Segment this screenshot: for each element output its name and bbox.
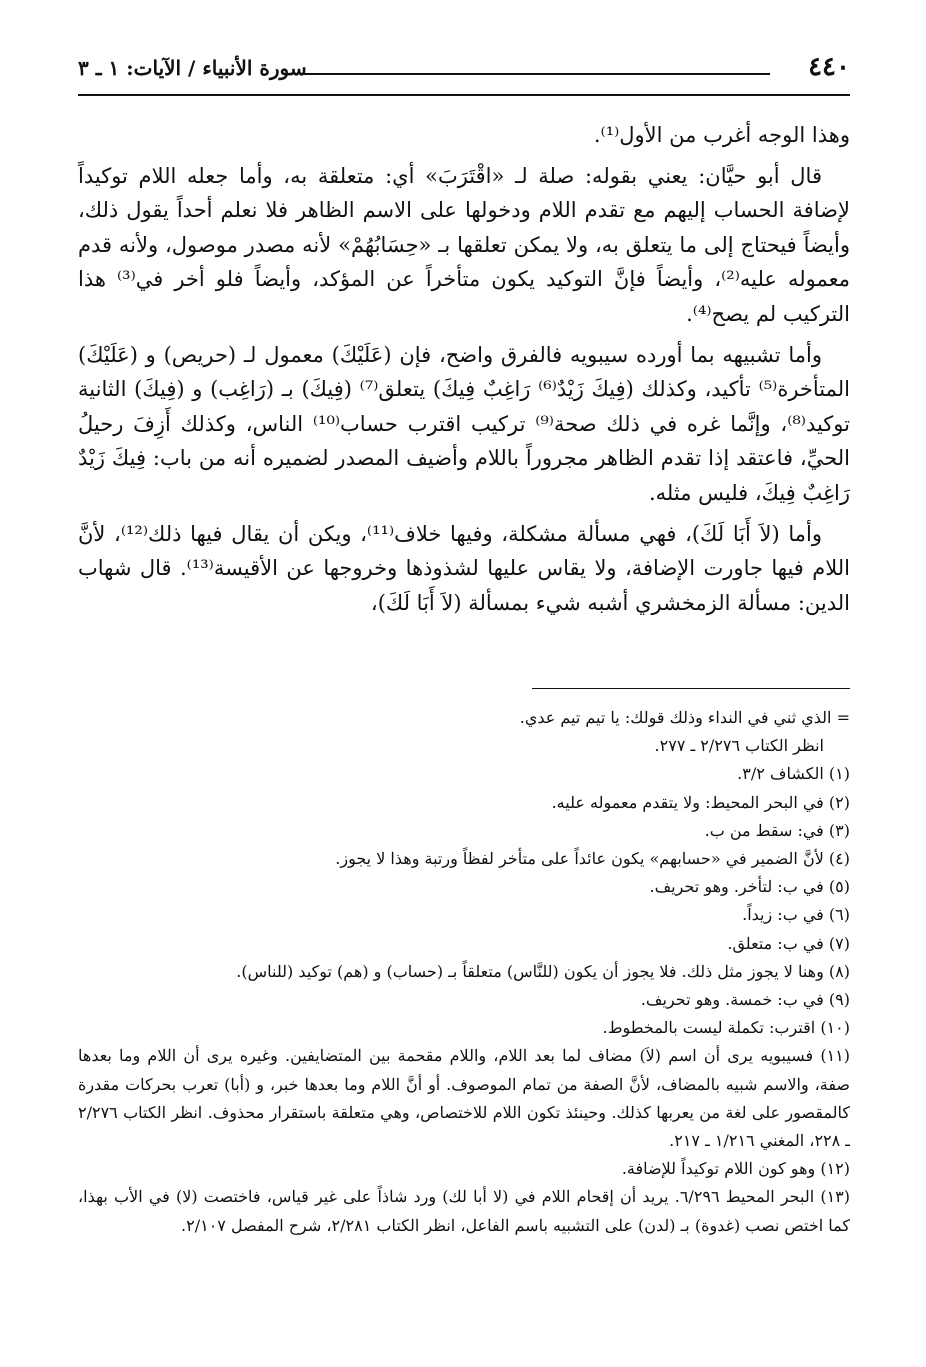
footnote: (١١) فسيبويه يرى أن اسم (لاَ) مضاف لما بعد اللام، واللام مقحمة بين المتضايفين. وغيره يرى أن اللام وما بعدها صفة، والاسم شبيه بالمضاف، لأنَّ الصفة من تمام الموصوف. أو أنَّ اللام وما بعدها خبر، و (أبا) تعرب بحركات مقدرة كالمقصور على لغة من يعربها كذلك. وحينئذ تكون اللام للاختصاص، وهي متعلقة باستقرار محذوف. انظر الكتاب ٢/٢٧٦ ـ ٢٢٨، المغني ١/٢١٦ ـ ٢١٧.: [78, 1046, 850, 1151]
footnote-continuation: انظر الكتاب ٢/٢٧٦ ـ ٢٧٧.: [654, 736, 824, 756]
footnote-separator: [532, 688, 850, 689]
page-number: ٤٤٠: [808, 52, 850, 82]
footnote: (٦) في ب: زيداً.: [742, 905, 850, 925]
footnote: (٩) في ب: خمسة. وهو تحريف.: [640, 990, 850, 1010]
footnote: (٤) لأنَّ الضمير في «حسابهم» يكون عائداً على متأخر لفظاً ورتبة وهذا لا يجوز.: [335, 849, 850, 869]
paragraph: وأما (لاَ أَبَا لَكَ)، فهي مسألة مشكلة، وفيها خلاف⁽¹¹⁾، ويكن أن يقال فيها ذلك⁽¹²⁾، لأنَّ اللام فيها جاورت الإضافة، ولا يقاس عليها لشذوذها وخروجها عن الأقيسة⁽¹³⁾. قال شهاب الدين: مسألة الزمخشري أشبه شيء بمسألة (لاَ أَبَا لَكَ)،: [78, 521, 850, 615]
footnote: (١٢) وهو كون اللام توكيداً للإضافة.: [621, 1159, 850, 1179]
footnote: (٢) في البحر المحيط: ولا يتقدم معموله عليه.: [551, 792, 850, 812]
paragraph: وأما تشبيهه بما أورده سيبويه فالفرق واضح، فإن (عَلَيْكَ) معمول لـ (حريص) و (عَلَيْكَ) المتأخرة⁽⁵⁾ تأكيد، وكذلك (فِيكَ زَيْدٌ⁽⁶⁾ رَاغِبٌ فِيكَ) يتعلق⁽⁷⁾ (فِيكَ) بـ (رَاغِب) و (فِيكَ) الثانية توكيد⁽⁸⁾، وإنَّما غره في ذلك صحة⁽⁹⁾ تركيب اقترب حساب⁽¹⁰⁾ الناس، وكذلك أَزِفَ رحيلُ الحيِّ، فاعتقد إذا تقدم الظاهر مجروراً باللام وأضيف المصدر لضميره أنه من باب: فِيكَ زَيْدٌ رَاغِبٌ فِيكَ، فليس مثله.: [78, 342, 851, 505]
footnote: (٥) في ب: لتأخر. وهو تحريف.: [649, 877, 850, 897]
paragraph: قال أبو حيَّان: يعني بقوله: صلة لـ «اقْتَرَبَ» أي: متعلقة به، وأما جعله اللام توكيداً لإضافة الحساب إليهم مع تقدم اللام ودخولها على الاسم الظاهر فلا نعلم أحداً يقول ذلك، وأيضاً فيحتاج إلى ما يتعلق به، ولا يمكن تعلقها بـ «حِسَابُهُمْ» لأنه مصدر موصول، ولأنه قدم معموله عليه⁽²⁾، وأيضاً فإنَّ التوكيد يكون متأخراً عن المؤكد، وأيضاً فلو أخر في⁽³⁾ هذا التركيب لم يصح⁽⁴⁾.: [78, 163, 851, 326]
paragraph: وهذا الوجه أغرب من الأول⁽¹⁾.: [593, 123, 850, 147]
main-text: [78, 118, 850, 626]
header-title: سورة الأنبياء / الآيات: ١ ـ ٣: [78, 56, 307, 80]
running-header: [78, 40, 850, 96]
footnote: (٨) وهنا لا يجوز مثل ذلك. فلا يجوز أن يكون (للنَّاس) متعلقاً بـ (حساب) و (هم) توكيد (للناس).: [236, 961, 850, 981]
footnote: (١) الكشاف ٣/٢.: [737, 764, 850, 784]
footnote: (١٣) البحر المحيط ٦/٢٩٦. يريد أن إقحام اللام في (لا أبا لك) ورد شاذاً على غير قياس، فاختصت (لا) في الأب بهذا، كما اختص نصب (غدوة) بـ (لدن) على التشبيه باسم الفاعل، انظر الكتاب ٢/٢٨١، شرح المفصل ٢/١٠٧.: [78, 1187, 851, 1235]
footnotes: [78, 704, 850, 1240]
footnote: (٣) في: سقط من ب.: [704, 820, 850, 840]
footnote: (١٠) اقترب: تكملة ليست بالمخطوط.: [602, 1018, 850, 1038]
footnote-continuation: = الذي ثني في النداء وذلك قولك: يا تيم تيم عدي.: [519, 708, 850, 727]
footnote: (٧) في ب: متعلق.: [727, 933, 850, 953]
